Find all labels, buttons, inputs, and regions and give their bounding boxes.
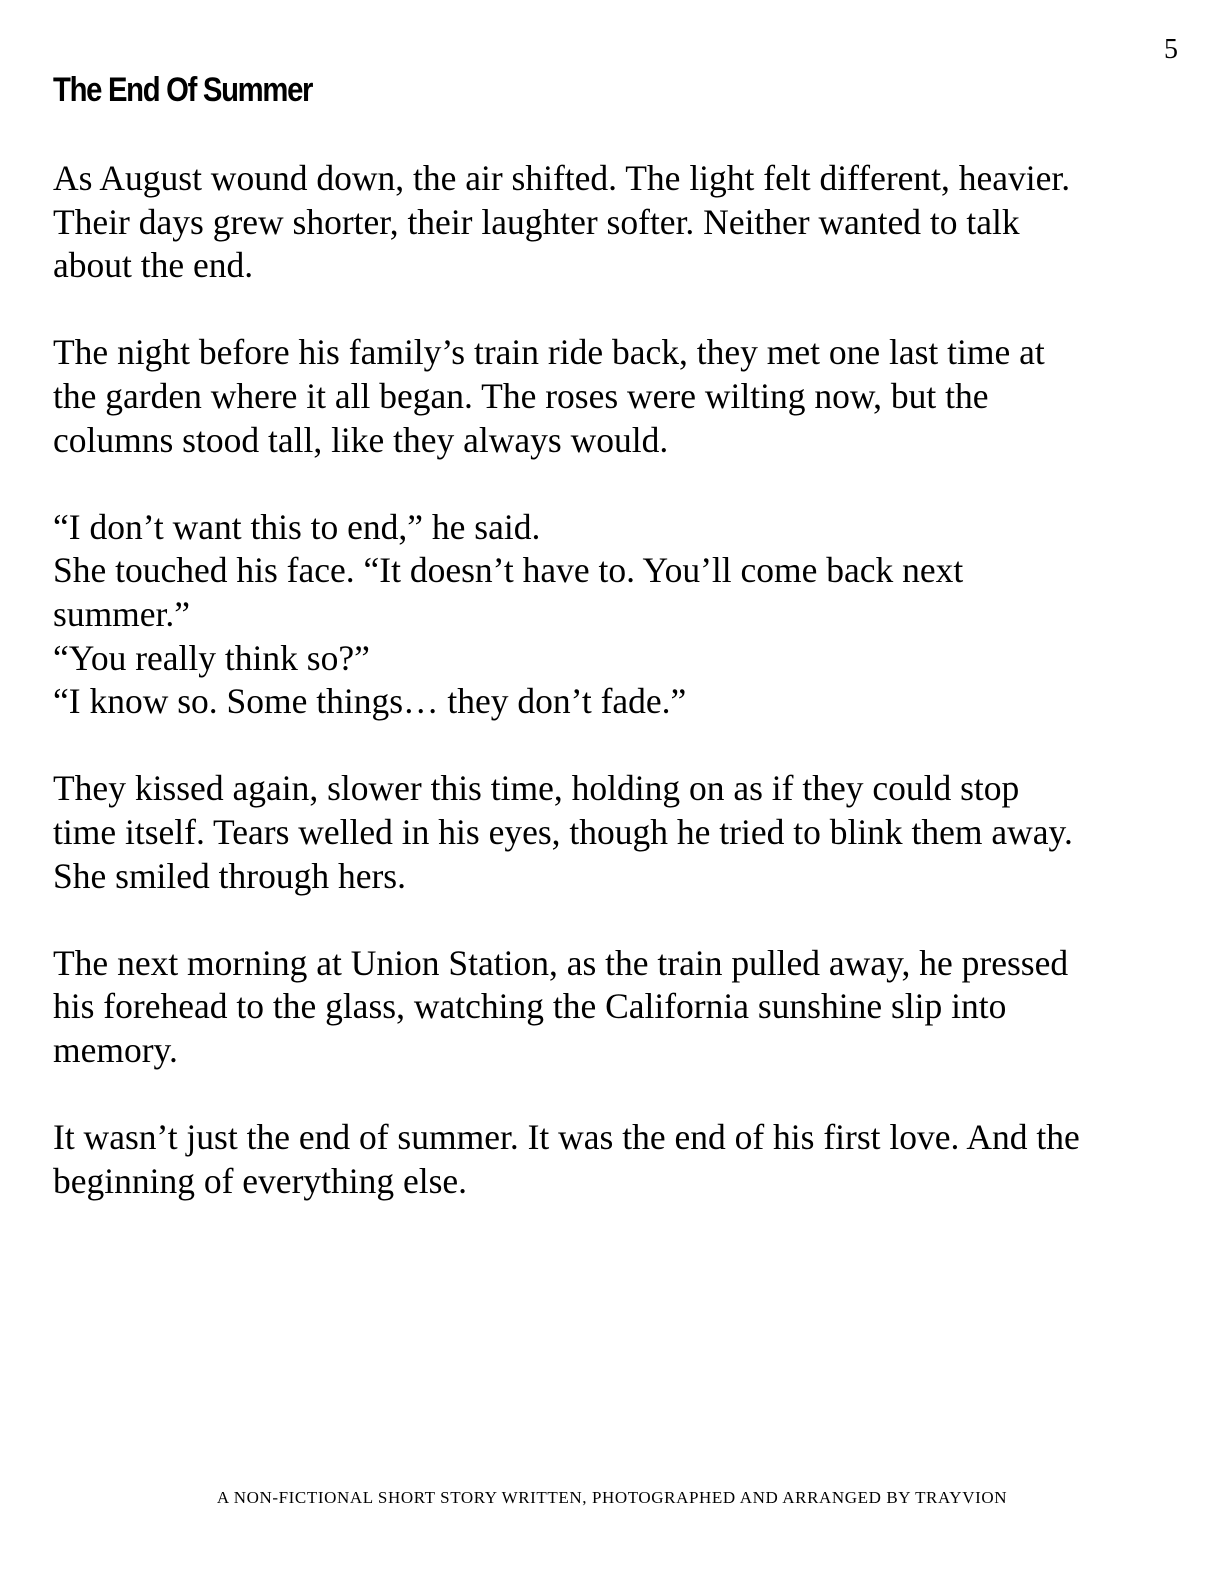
paragraph-august: As August wound down, the air shifted. The light felt different, heavier. Their days grew shorter, their laughter softer. Neither wanted to talk about the end.: [53, 158, 1071, 286]
paragraph-ending: It wasn’t just the end of summer. It was the end of his first love. And the beginning of everything else.: [53, 1117, 1080, 1201]
page-footer: A NON-FICTIONAL SHORT STORY WRITTEN, PHOTOGRAPHED AND ARRANGED BY TRAYVION: [216, 1488, 1008, 1507]
paragraph-station: The next morning at Union Station, as the train pulled away, he pressed his forehead to the glass, watching the California sunshine slip into memory.: [53, 942, 1069, 1070]
paragraph-kiss: They kissed again, slower this time, holding on as if they could stop time itself. Tears welled in his eyes, though he tried to blink them away. She smiled through hers.: [53, 768, 1073, 896]
page-number: 5: [1164, 34, 1178, 65]
paragraph-dialogue: “I don’t want this to end,” he said. She touched his face. “It doesn’t have to. You’ll come back next summer.” “You really think so?” “I know so. Some things… they don’t fade.”: [53, 506, 964, 722]
story-title: The End Of Summer: [53, 71, 313, 109]
story-body: [53, 157, 1183, 1247]
paragraph-garden: The night before his family’s train ride back, they met one last time at the garden where it all began. The roses were wilting now, but the columns stood tall, like they always would.: [53, 332, 1045, 460]
